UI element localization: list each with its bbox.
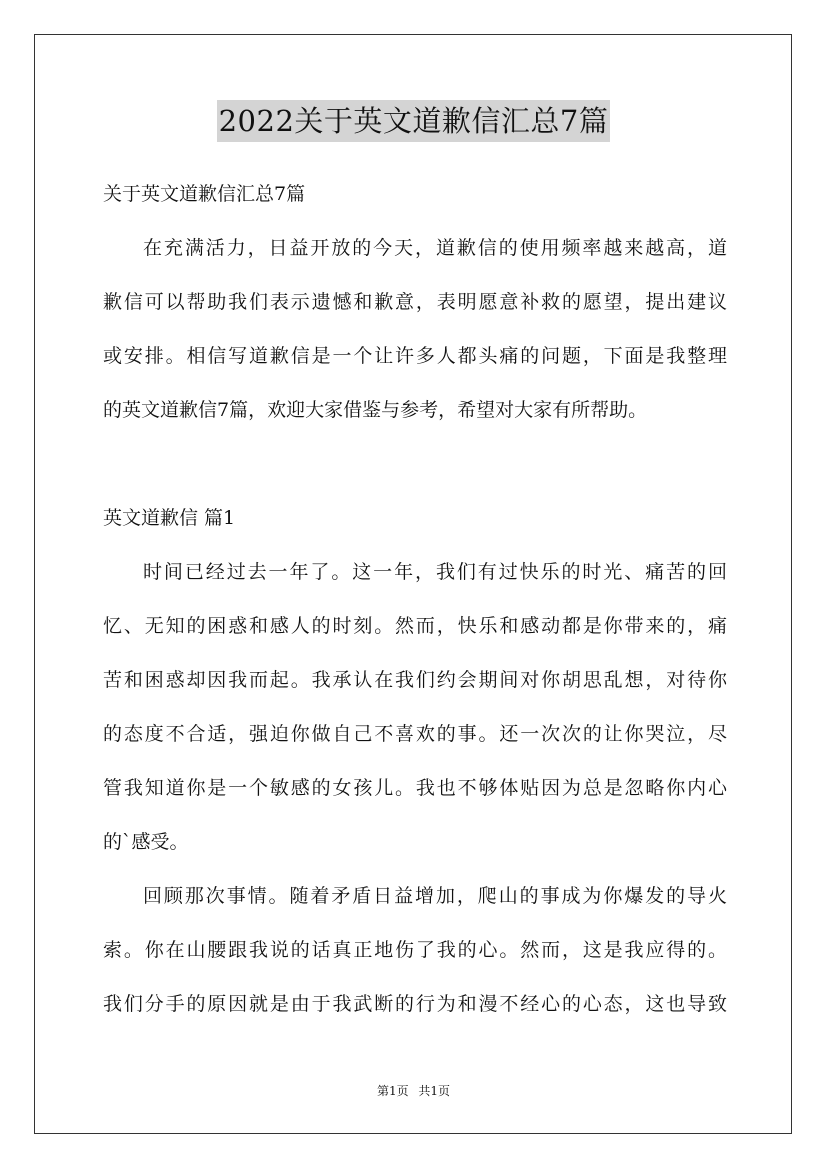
para1-line-2: 忆、无知的困惑和感人的时刻。然而，快乐和感动都是你带来的，痛 bbox=[103, 615, 727, 637]
intro-line-4: 的英文道歉信7篇，欢迎大家借鉴与参考，希望对大家有所帮助。 bbox=[103, 399, 648, 421]
page-number-total: 共1页 bbox=[418, 1084, 451, 1098]
para2-line-1: 回顾那次事情。随着矛盾日益增加，爬山的事成为你爆发的导火 bbox=[143, 885, 727, 907]
paragraph-spacer bbox=[103, 442, 727, 496]
intro-line-1: 在充满活力，日益开放的今天，道歉信的使用频率越来越高，道 bbox=[143, 237, 727, 259]
title-container bbox=[0, 100, 827, 142]
document-body bbox=[103, 172, 727, 1036]
para2-line-2: 索。你在山腰跟我说的话真正地伤了我的心。然而，这是我应得的。 bbox=[103, 939, 727, 961]
page-footer bbox=[0, 1083, 827, 1099]
document-title: 2022关于英文道歉信汇总7篇 bbox=[217, 100, 611, 142]
para1-line-6: 的`感受。 bbox=[103, 831, 189, 853]
para1-line-4: 的态度不合适，强迫你做自己不喜欢的事。还一次次的让你哭泣，尽 bbox=[103, 723, 727, 745]
page-number-current: 第1页 bbox=[376, 1084, 409, 1098]
para1-line-5: 管我知道你是一个敏感的女孩儿。我也不够体贴因为总是忽略你内心 bbox=[103, 777, 727, 799]
intro-line-2: 歉信可以帮助我们表示遗憾和歉意，表明愿意补救的愿望，提出建议 bbox=[103, 291, 727, 313]
para2-line-3: 我们分手的原因就是由于我武断的行为和漫不经心的心态，这也导致 bbox=[103, 993, 727, 1015]
para1-line-3: 苦和困惑却因我而起。我承认在我们约会期间对你胡思乱想，对待你 bbox=[103, 669, 727, 691]
document-subtitle: 关于英文道歉信汇总7篇 bbox=[103, 183, 306, 205]
section-heading: 英文道歉信 篇1 bbox=[103, 507, 236, 529]
intro-line-3: 或安排。相信写道歉信是一个让许多人都头痛的问题，下面是我整理 bbox=[103, 345, 727, 367]
para1-line-1: 时间已经过去一年了。这一年，我们有过快乐的时光、痛苦的回 bbox=[143, 561, 727, 583]
